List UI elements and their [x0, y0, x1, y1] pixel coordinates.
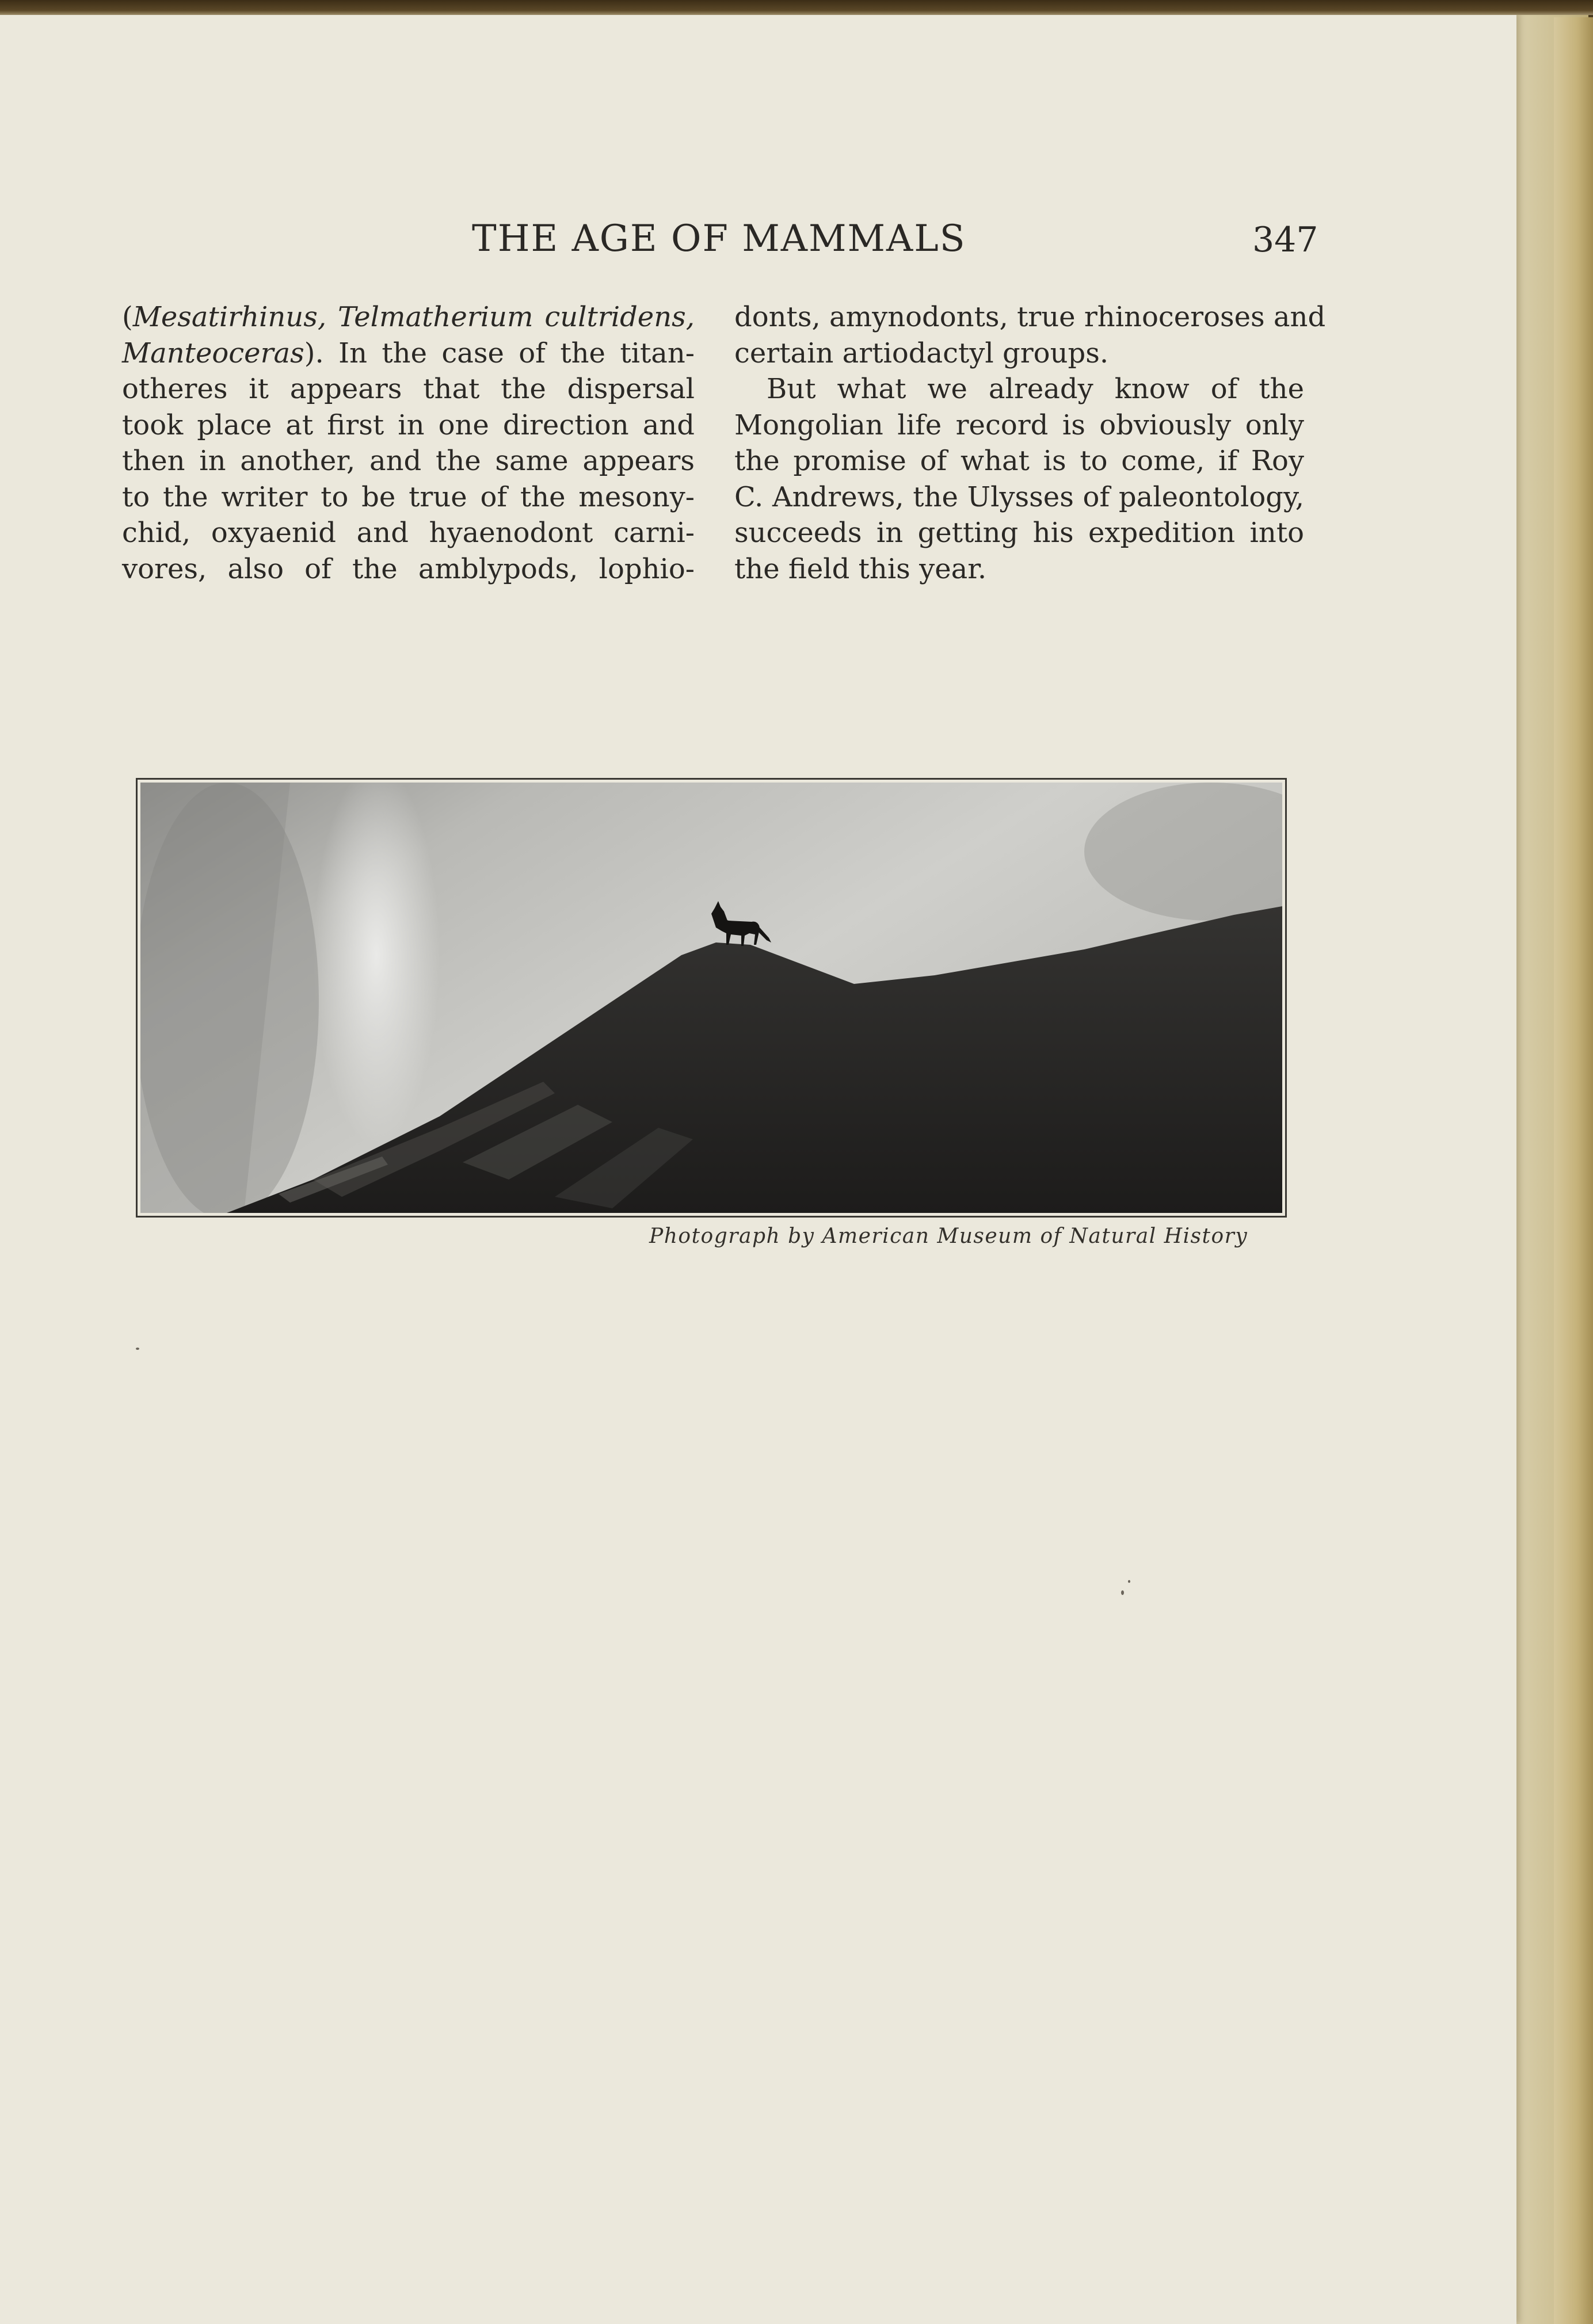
text-line: C. Andrews, the Ulysses of paleontology, [734, 480, 1304, 513]
text-line: certain artiodactyl groups. [734, 337, 1109, 369]
italic-run: Manteoceras [122, 337, 304, 369]
text-run: took place at first in one direction and [122, 409, 695, 441]
paper-speck [1121, 1590, 1124, 1595]
text-run: vores, also of the amblypods, lophio- [122, 552, 695, 585]
text-line: donts, amynodonts, true rhinoceroses and [734, 301, 1326, 333]
paper-speck [1128, 1580, 1130, 1583]
photograph-frame [136, 778, 1287, 1218]
text-run: then in another, and the same appears [122, 445, 695, 477]
text-line [122, 551, 695, 587]
text-line [122, 335, 695, 372]
running-head: THE AGE OF MAMMALS [472, 217, 966, 260]
text-line [122, 299, 695, 335]
text-line [122, 371, 695, 407]
page-number: 347 [1252, 220, 1318, 260]
paper-speck [136, 1348, 139, 1350]
text-run: otheres it appears that the dispersal [122, 373, 695, 405]
photograph-wolf-on-ridge [140, 783, 1282, 1213]
text-run: ). In the case of the titan- [304, 337, 695, 369]
text-line [122, 479, 695, 516]
photo-caption: Photograph by American Museum of Natural History [649, 1224, 1248, 1248]
text-line: But what we already know of the [767, 373, 1304, 405]
text-column-left [122, 299, 695, 587]
text-line: Mongolian life record is obviously only [734, 409, 1304, 441]
text-line: succeeds in getting his expedition into [734, 517, 1304, 549]
italic-run: Mesatirhinus, Telmatherium cultridens, [132, 301, 695, 333]
text-line: the field this year. [734, 552, 987, 585]
text-run: chid, oxyaenid and hyaenodont carni- [122, 517, 695, 549]
text-column-right [734, 299, 1326, 587]
page-stack-edge-outer [1554, 17, 1593, 2324]
text-line [122, 515, 695, 551]
text-line [122, 407, 695, 444]
text-line [122, 443, 695, 479]
text-run: to the writer to be true of the mesony- [122, 480, 695, 513]
book-top-edge [0, 0, 1593, 15]
text-run: ( [122, 301, 133, 333]
text-line: the promise of what is to come, if Roy [734, 445, 1304, 477]
